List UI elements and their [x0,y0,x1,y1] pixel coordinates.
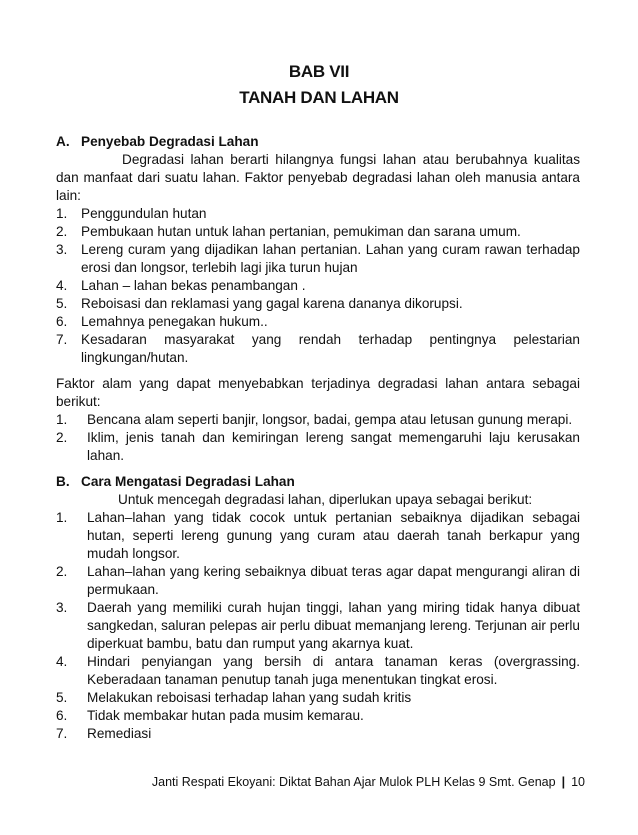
list-number: 6. [56,708,68,723]
list-item [56,653,580,689]
list-number: 2. [56,564,68,579]
list-item [56,689,580,707]
section-a-letter: A. [56,134,70,149]
list-item [56,205,580,223]
list-number: 5. [56,296,68,311]
natural-factors-list [56,411,580,465]
list-number: 3. [56,600,68,615]
footer-separator: | [561,775,566,789]
list-number: 4. [56,278,68,293]
list-item [56,429,580,465]
page-number: 10 [571,775,585,789]
section-b-heading [56,473,580,491]
list-item [56,277,580,295]
list-text: Lahan – lahan bekas penambangan . [81,278,306,293]
list-number: 2. [56,430,68,445]
list-number: 6. [56,314,68,329]
solutions-list [56,509,580,743]
list-text: Bencana alam seperti banjir, longsor, badai, gempa atau letusan gunung merapi. [87,412,573,427]
list-text: Lereng curam yang dijadikan lahan pertanian. Lahan yang curam rawan terhadap erosi dan longsor, terlebih lagi jika turun hujan [81,242,580,275]
section-a-intro: Degradasi lahan berarti hilangnya fungsi lahan atau berubahnya kualitas dan manfaat dari suatu lahan. Faktor penyebab degradasi lahan oleh manusia antara lain: [56,152,580,203]
natural-factors-intro: Faktor alam yang dapat menyebabkan terjadinya degradasi lahan antara sebagai berikut: [56,376,580,409]
list-item [56,411,580,429]
list-item [56,223,580,241]
list-item [56,331,580,367]
section-b-letter: B. [56,474,70,489]
section-a-title: Penyebab Degradasi Lahan [81,134,259,149]
list-number: 1. [56,206,68,221]
human-factors-list [56,205,580,367]
list-item [56,707,580,725]
list-text: Daerah yang memiliki curah hujan tinggi, lahan yang miring tidak hanya dibuat sangkedan, saluran pelepas air perlu dibuat memanjang lereng. Terjunan air perlu diperkuat bambu, batu dan rumput yang akarnya kuat. [87,600,580,651]
list-item [56,313,580,331]
list-number: 4. [56,654,68,669]
list-text: Iklim, jenis tanah dan kemiringan lereng sangat memengaruhi laju kerusakan lahan. [87,430,580,463]
list-text: Tidak membakar hutan pada musim kemarau. [87,708,364,723]
list-text: Penggundulan hutan [81,206,207,221]
section-a-heading [56,133,580,151]
list-number: 7. [56,332,68,347]
list-text: Remediasi [87,726,152,741]
list-text: Kesadaran masyarakat yang rendah terhadap pentingnya pelestarian lingkungan/hutan. [81,332,580,365]
list-text: Pembukaan hutan untuk lahan pertanian, pemukiman dan sarana umum. [81,224,521,239]
list-item [56,241,580,277]
list-number: 7. [56,726,68,741]
page-footer [0,775,585,789]
footer-text: Janti Respati Ekoyani: Diktat Bahan Ajar Mulok PLH Kelas 9 Smt. Genap [151,775,556,789]
list-item [56,563,580,599]
chapter-heading: BAB VII [288,62,350,81]
section-b-title: Cara Mengatasi Degradasi Lahan [81,474,295,489]
list-item [56,509,580,563]
list-text: Reboisasi dan reklamasi yang gagal karena dananya dikorupsi. [81,296,463,311]
list-number: 3. [56,242,68,257]
list-number: 1. [56,510,68,525]
page-content [56,133,580,743]
list-number: 1. [56,412,68,427]
list-text: Melakukan reboisasi terhadap lahan yang sudah kritis [87,690,412,705]
chapter-title: TANAH DAN LAHAN [239,88,399,107]
section-b-intro: Untuk mencegah degradasi lahan, diperlukan upaya sebagai berikut: [118,492,533,507]
list-text: Hindari penyiangan yang bersih di antara tanaman keras (overgrassing. Keberadaan tanaman penutup tanah juga menentukan tingkat erosi. [87,654,580,687]
list-item [56,725,580,743]
list-text: Lahan–lahan yang kering sebaiknya dibuat teras agar dapat mengurangi aliran di permukaan. [87,564,580,597]
list-number: 5. [56,690,68,705]
list-item [56,295,580,313]
list-item [56,599,580,653]
list-text: Lemahnya penegakan hukum.. [81,314,268,329]
list-number: 2. [56,224,68,239]
list-text: Lahan–lahan yang tidak cocok untuk pertanian sebaiknya dijadikan sebagai hutan, seperti lereng gunung yang curam atau daerah tanah berkapur yang mudah longsor. [87,510,580,561]
